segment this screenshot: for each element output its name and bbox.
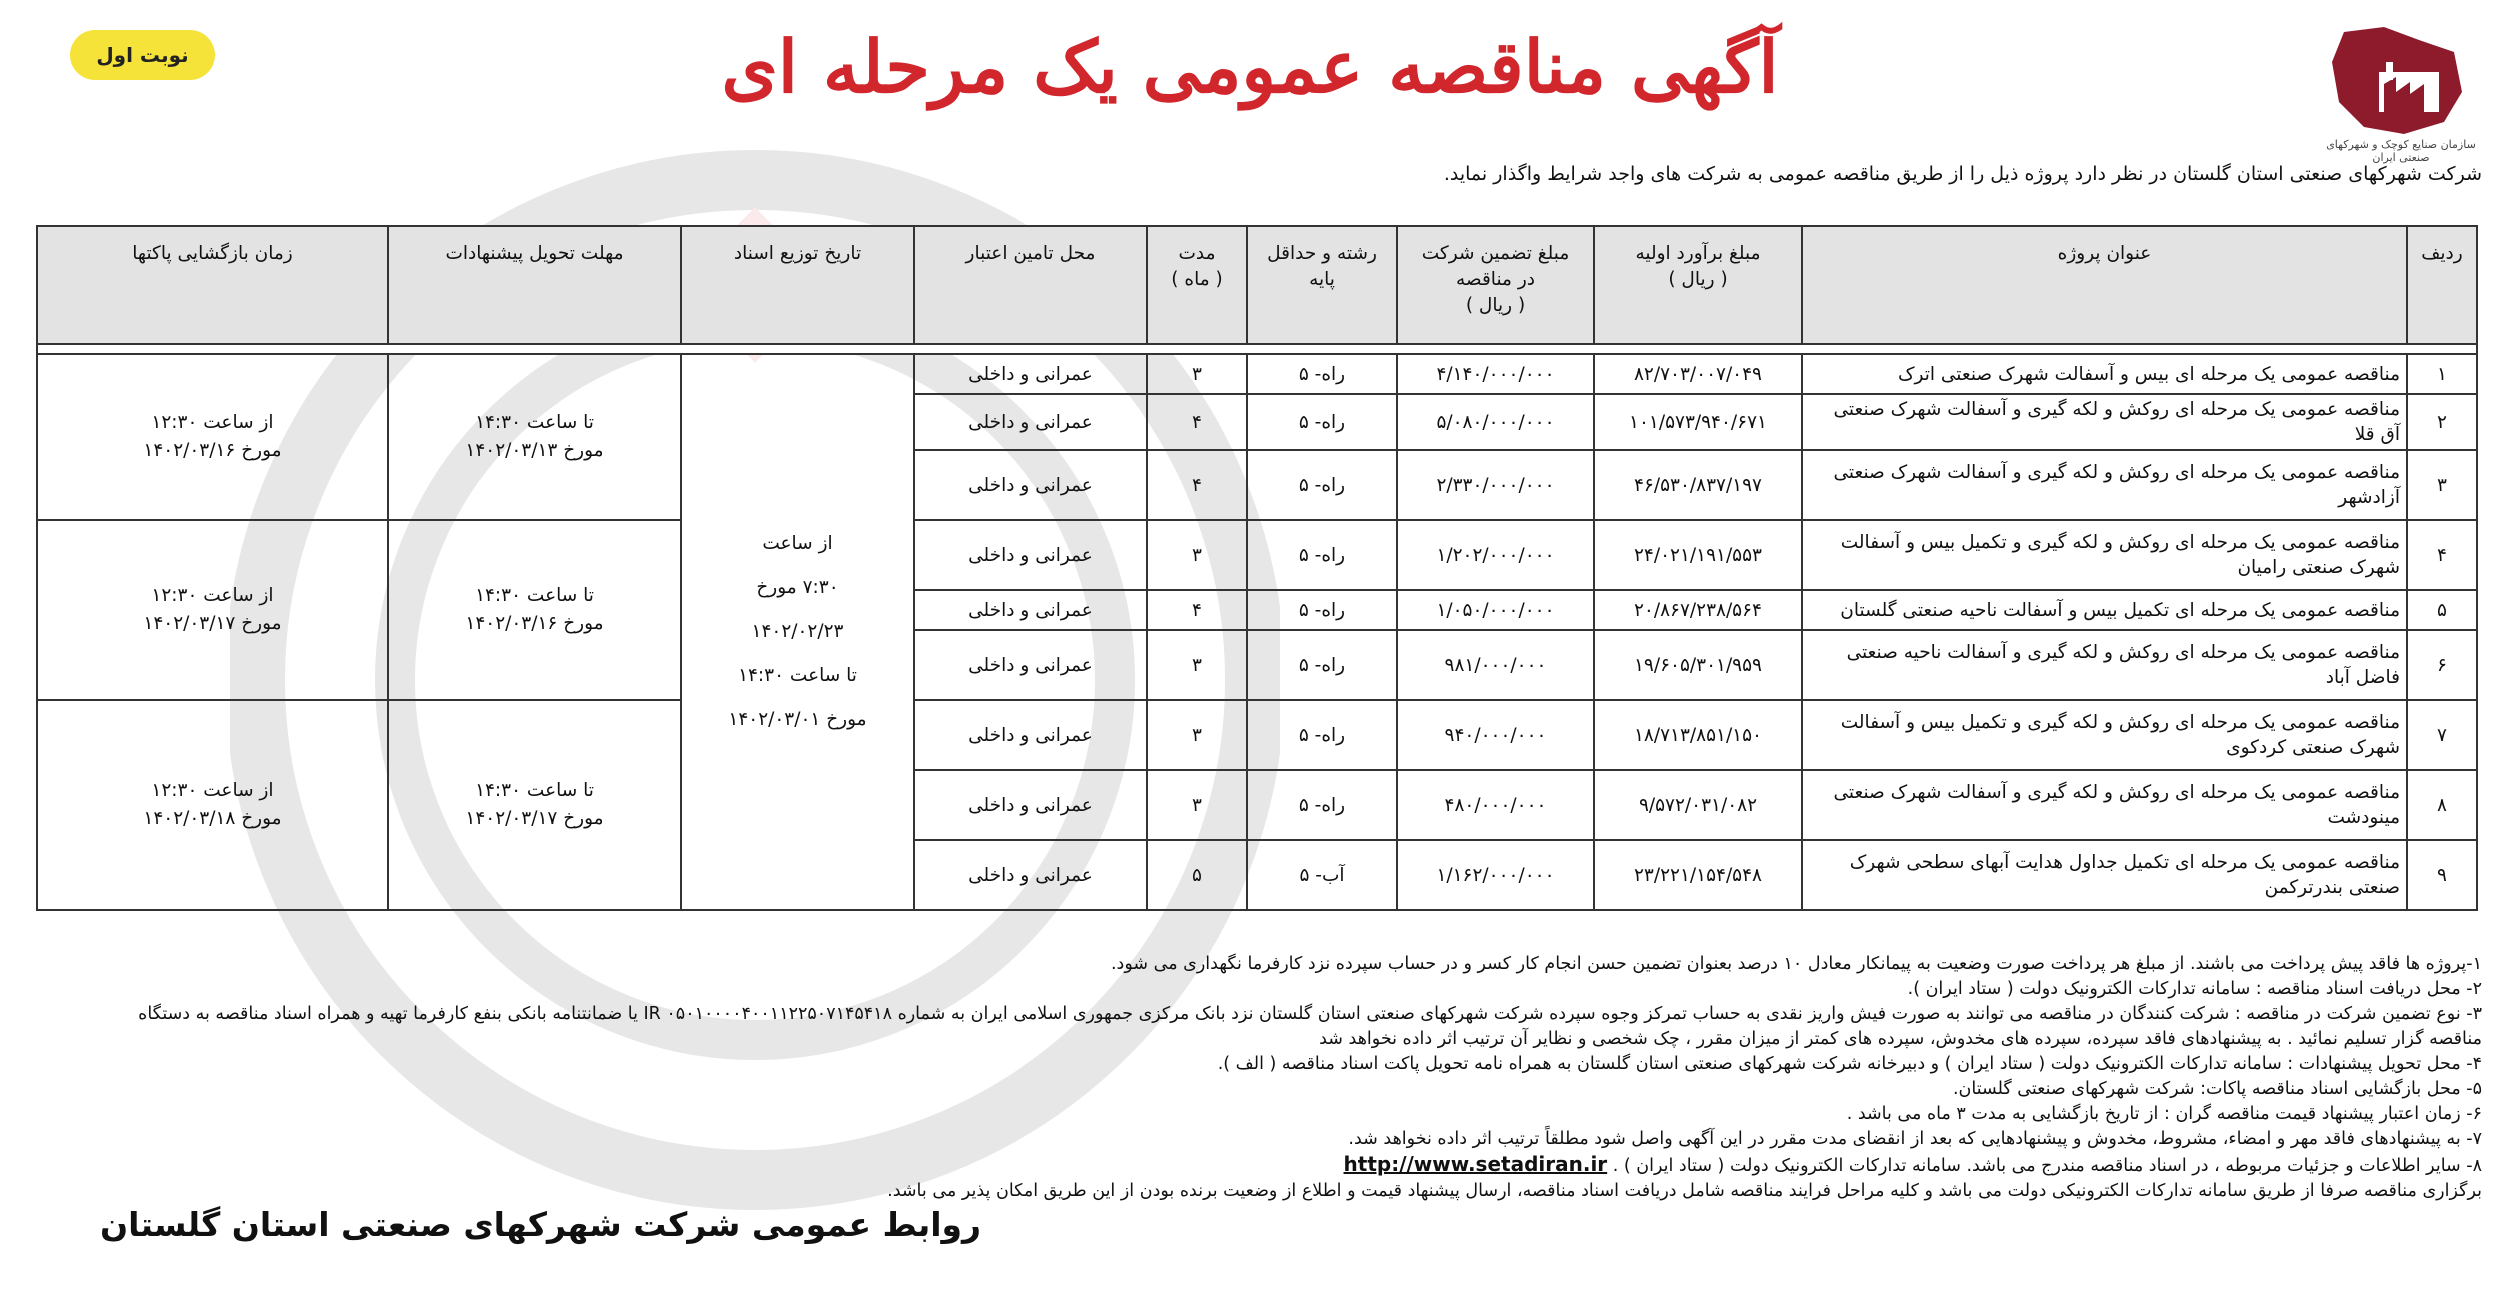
tender-table bbox=[36, 225, 2478, 911]
deadline-cell bbox=[388, 354, 681, 520]
deadline-line: مورخ ۱۴۰۲/۰۳/۱۶ bbox=[465, 613, 604, 634]
project-title-cell: مناقصه عمومی یک مرحله ای روکش و لکه گیری و آسفالت شهرک صنعتی مینودشت bbox=[1802, 770, 2407, 840]
funding-cell: عمرانی و داخلی bbox=[914, 394, 1147, 450]
header-doc-date: تاریخ توزیع اسناد bbox=[681, 226, 914, 344]
row-number-cell: ۲ bbox=[2407, 394, 2477, 450]
header-guarantee: مبلغ تضمین شرکت در مناقصه ( ریال ) bbox=[1397, 226, 1594, 344]
duration-cell: ۴ bbox=[1147, 590, 1247, 630]
note-text: ۸- سایر اطلاعات و جزئیات مربوطه ، در اسناد مناقصه مندرج می باشد. سامانه تدارکات الکترونیک دولت ( ستاد ایران ) . bbox=[1612, 1156, 2482, 1176]
grade-cell: راه- ۵ bbox=[1247, 354, 1397, 394]
project-title-cell: مناقصه عمومی یک مرحله ای تکمیل بیس و آسفالت ناحیه صنعتی گلستان bbox=[1802, 590, 2407, 630]
grade-cell: راه- ۵ bbox=[1247, 394, 1397, 450]
opening-line: از ساعت ۱۲:۳۰ bbox=[151, 780, 274, 801]
guarantee-cell: ۹۴۰/۰۰۰/۰۰۰ bbox=[1397, 700, 1594, 770]
duration-cell: ۳ bbox=[1147, 520, 1247, 590]
row-number-cell: ۳ bbox=[2407, 450, 2477, 520]
funding-cell: عمرانی و داخلی bbox=[914, 590, 1147, 630]
duration-cell: ۳ bbox=[1147, 770, 1247, 840]
row-number-cell: ۷ bbox=[2407, 700, 2477, 770]
row-number-cell: ۵ bbox=[2407, 590, 2477, 630]
grade-cell: راه- ۵ bbox=[1247, 630, 1397, 700]
guarantee-cell: ۴۸۰/۰۰۰/۰۰۰ bbox=[1397, 770, 1594, 840]
header-row-no: ردیف bbox=[2407, 226, 2477, 344]
note-item: ۵- محل بازگشایی اسناد مناقصه پاکات: شرکت شهرکهای صنعتی گلستان. bbox=[1952, 1079, 2482, 1099]
guarantee-cell: ۲/۳۳۰/۰۰۰/۰۰۰ bbox=[1397, 450, 1594, 520]
row-number-cell: ۹ bbox=[2407, 840, 2477, 910]
funding-cell: عمرانی و داخلی bbox=[914, 840, 1147, 910]
note-item: ۲- محل دریافت اسناد مناقصه : سامانه تدارکات الکترونیک دولت ( ستاد ایران ). bbox=[1907, 979, 2482, 999]
note-item: مناقصه گزار تسلیم نمائید . به پیشنهادهای فاقد سپرده، سپرده های مخدوش، سپرده های کمتر از میزان مقرر ، چک شخصی و نظایر آن ترتیب اثر داده نخواهد شد bbox=[1319, 1029, 2482, 1049]
note-item: ۳- نوع تضمین شرکت در مناقصه : شرکت کنندگان در مناقصه می توانند به صورت فیش واریز نقدی به حساب تمرکز وجوه سپرده شرکت شهرکهای صنعتی استان گلستان نزد بانک مرکزی جمهوری اسلامی ایران به شماره IR ۰۵۰۱۰۰۰۰۴۰۰۱۱۲۲۵۰۷۱۴۵۴۱۸ یا ضمانتنامه بانکی بنفع کارفرما تهیه و همراه اسناد مناقصه به دستگاه bbox=[138, 1004, 2482, 1024]
deadline-line: مورخ ۱۴۰۲/۰۳/۱۷ bbox=[465, 808, 604, 829]
row-number-cell: ۸ bbox=[2407, 770, 2477, 840]
deadline-line: مورخ ۱۴۰۲/۰۳/۱۳ bbox=[465, 440, 604, 461]
header-estimate: مبلغ برآورد اولیه ( ریال ) bbox=[1594, 226, 1802, 344]
opening-cell bbox=[37, 354, 388, 520]
publication-round-badge: نوبت اول bbox=[70, 30, 215, 80]
header-deadline: مهلت تحویل پیشنهادات bbox=[388, 226, 681, 344]
deadline-line: تا ساعت ۱۴:۳۰ bbox=[475, 585, 594, 606]
grade-cell: راه- ۵ bbox=[1247, 770, 1397, 840]
deadline-line: تا ساعت ۱۴:۳۰ bbox=[475, 780, 594, 801]
note-item: ۱-پروژه ها فاقد پیش پرداخت می باشند. از مبلغ هر پرداخت صورت وضعیت به پیمانکار معادل ۱۰ درصد بعنوان تضمین حسن انجام کار کسر و در حساب سپرده نزد کارفرما نگهداری می شود. bbox=[1110, 954, 2482, 974]
project-title-cell: مناقصه عمومی یک مرحله ای روکش و لکه گیری و آسفالت شهرک صنعتی آق قلا bbox=[1802, 394, 2407, 450]
doc-distribution-line: ۷:۳۰ مورخ bbox=[756, 577, 839, 598]
intro-paragraph: شرکت شهرکهای صنعتی استان گلستان در نظر دارد پروژه ذیل را از طریق مناقصه عمومی به شرکت های واجد شرایط واگذار نماید. bbox=[1443, 163, 2482, 185]
project-title-cell: مناقصه عمومی یک مرحله ای روکش و لکه گیری و تکمیل بیس و آسفالت شهرک صنعتی کردکوی bbox=[1802, 700, 2407, 770]
grade-cell: راه- ۵ bbox=[1247, 450, 1397, 520]
duration-cell: ۳ bbox=[1147, 700, 1247, 770]
doc-distribution-cell bbox=[681, 354, 914, 910]
guarantee-cell: ۱/۰۵۰/۰۰۰/۰۰۰ bbox=[1397, 590, 1594, 630]
doc-distribution-line: تا ساعت ۱۴:۳۰ bbox=[738, 665, 857, 686]
note-item bbox=[32, 1152, 2482, 1179]
funding-cell: عمرانی و داخلی bbox=[914, 450, 1147, 520]
duration-cell: ۵ bbox=[1147, 840, 1247, 910]
opening-cell bbox=[37, 700, 388, 910]
duration-cell: ۳ bbox=[1147, 354, 1247, 394]
opening-cell bbox=[37, 520, 388, 700]
opening-line: مورخ ۱۴۰۲/۰۳/۱۶ bbox=[143, 440, 282, 461]
estimate-cell: ۲۴/۰۲۱/۱۹۱/۵۵۳ bbox=[1594, 520, 1802, 590]
deadline-cell bbox=[388, 700, 681, 910]
table-row bbox=[37, 700, 2477, 770]
estimate-cell: ۱۸/۷۱۳/۸۵۱/۱۵۰ bbox=[1594, 700, 1802, 770]
opening-line: از ساعت ۱۲:۳۰ bbox=[151, 585, 274, 606]
estimate-cell: ۱۰۱/۵۷۳/۹۴۰/۶۷۱ bbox=[1594, 394, 1802, 450]
note-item: ۶- زمان اعتبار پیشنهاد قیمت مناقصه گران : از تاریخ بازگشایی به مدت ۳ ماه می باشد . bbox=[1846, 1104, 2482, 1124]
grade-cell: راه- ۵ bbox=[1247, 520, 1397, 590]
header-grade: رشته و حداقل پایه bbox=[1247, 226, 1397, 344]
website-link[interactable]: http://www.setadiran.ir bbox=[1343, 1152, 1608, 1176]
duration-cell: ۳ bbox=[1147, 630, 1247, 700]
note-item: ۷- به پیشنهادهای فاقد مهر و امضاء، مشروط، مخدوش و پیشنهادهایی که بعد از انقضای مدت مقرر در این آگهی واصل شود مطلقاً ترتیب اثر داده نخواهد شد. bbox=[1348, 1129, 2482, 1149]
doc-distribution-line: از ساعت bbox=[762, 533, 833, 554]
funding-cell: عمرانی و داخلی bbox=[914, 770, 1147, 840]
estimate-cell: ۱۹/۶۰۵/۳۰۱/۹۵۹ bbox=[1594, 630, 1802, 700]
guarantee-cell: ۴/۱۴۰/۰۰۰/۰۰۰ bbox=[1397, 354, 1594, 394]
guarantee-cell: ۱/۲۰۲/۰۰۰/۰۰۰ bbox=[1397, 520, 1594, 590]
row-number-cell: ۴ bbox=[2407, 520, 2477, 590]
grade-cell: راه- ۵ bbox=[1247, 590, 1397, 630]
row-number-cell: ۶ bbox=[2407, 630, 2477, 700]
notes-section bbox=[32, 952, 2482, 1204]
project-title-cell: مناقصه عمومی یک مرحله ای تکمیل جداول هدایت آبهای سطحی شهرک صنعتی بندرترکمن bbox=[1802, 840, 2407, 910]
deadline-cell bbox=[388, 520, 681, 700]
doc-distribution-line: ۱۴۰۲/۰۲/۲۳ bbox=[751, 621, 844, 642]
estimate-cell: ۹/۵۷۲/۰۳۱/۰۸۲ bbox=[1594, 770, 1802, 840]
guarantee-cell: ۵/۰۸۰/۰۰۰/۰۰۰ bbox=[1397, 394, 1594, 450]
duration-cell: ۴ bbox=[1147, 450, 1247, 520]
funding-cell: عمرانی و داخلی bbox=[914, 354, 1147, 394]
footer-signature: روابط عمومی شرکت شهرکهای صنعتی استان گلستان bbox=[100, 1205, 982, 1244]
grade-cell: راه- ۵ bbox=[1247, 700, 1397, 770]
guarantee-cell: ۱/۱۶۲/۰۰۰/۰۰۰ bbox=[1397, 840, 1594, 910]
project-title-cell: مناقصه عمومی یک مرحله ای روکش و لکه گیری و تکمیل بیس و آسفالت شهرک صنعتی رامیان bbox=[1802, 520, 2407, 590]
funding-cell: عمرانی و داخلی bbox=[914, 700, 1147, 770]
page-title: آگهی مناقصه عمومی یک مرحله ای bbox=[721, 24, 1779, 109]
deadline-line: تا ساعت ۱۴:۳۰ bbox=[475, 412, 594, 433]
row-number-cell: ۱ bbox=[2407, 354, 2477, 394]
grade-cell: آب- ۵ bbox=[1247, 840, 1397, 910]
duration-cell: ۴ bbox=[1147, 394, 1247, 450]
opening-line: مورخ ۱۴۰۲/۰۳/۱۷ bbox=[143, 613, 282, 634]
opening-line: مورخ ۱۴۰۲/۰۳/۱۸ bbox=[143, 808, 282, 829]
doc-distribution-line: مورخ ۱۴۰۲/۰۳/۰۱ bbox=[728, 709, 867, 730]
organization-logo-icon bbox=[2324, 22, 2474, 157]
project-title-cell: مناقصه عمومی یک مرحله ای بیس و آسفالت شهرک صنعتی اترک bbox=[1802, 354, 2407, 394]
guarantee-cell: ۹۸۱/۰۰۰/۰۰۰ bbox=[1397, 630, 1594, 700]
organization-logo-caption: سازمان صنایع کوچک و شهرکهای صنعتی ایران bbox=[2326, 138, 2476, 164]
note-item: برگزاری مناقصه صرفا از طریق سامانه تدارکات الکترونیکی دولت می باشد و کلیه مراحل فرایند مناقصه شامل دریافت اسناد مناقصه، ارسال پیشنهاد قیمت و اطلاع از وضعیت برنده بودن از این طریق امکان پذیر می باشد. bbox=[887, 1181, 2482, 1201]
funding-cell: عمرانی و داخلی bbox=[914, 520, 1147, 590]
header-project: عنوان پروژه bbox=[1802, 226, 2407, 344]
project-title-cell: مناقصه عمومی یک مرحله ای روکش و لکه گیری و آسفالت ناحیه صنعتی فاضل آباد bbox=[1802, 630, 2407, 700]
header-opening: زمان بازگشایی پاکتها bbox=[37, 226, 388, 344]
estimate-cell: ۲۳/۲۲۱/۱۵۴/۵۴۸ bbox=[1594, 840, 1802, 910]
estimate-cell: ۸۲/۷۰۳/۰۰۷/۰۴۹ bbox=[1594, 354, 1802, 394]
estimate-cell: ۲۰/۸۶۷/۲۳۸/۵۶۴ bbox=[1594, 590, 1802, 630]
header-funding: محل تامین اعتبار bbox=[914, 226, 1147, 344]
header-duration: مدت ( ماه ) bbox=[1147, 226, 1247, 344]
table-row bbox=[37, 520, 2477, 590]
project-title-cell: مناقصه عمومی یک مرحله ای روکش و لکه گیری و آسفالت شهرک صنعتی آزادشهر bbox=[1802, 450, 2407, 520]
table-row bbox=[37, 354, 2477, 394]
note-item: ۴- محل تحویل پیشنهادات : سامانه تدارکات الکترونیک دولت ( ستاد ایران ) و دبیرخانه شرکت شهرکهای صنعتی استان گلستان به همراه نامه تحویل پاکت اسناد مناقصه ( الف ). bbox=[1217, 1054, 2482, 1074]
estimate-cell: ۴۶/۵۳۰/۸۳۷/۱۹۷ bbox=[1594, 450, 1802, 520]
opening-line: از ساعت ۱۲:۳۰ bbox=[151, 412, 274, 433]
funding-cell: عمرانی و داخلی bbox=[914, 630, 1147, 700]
